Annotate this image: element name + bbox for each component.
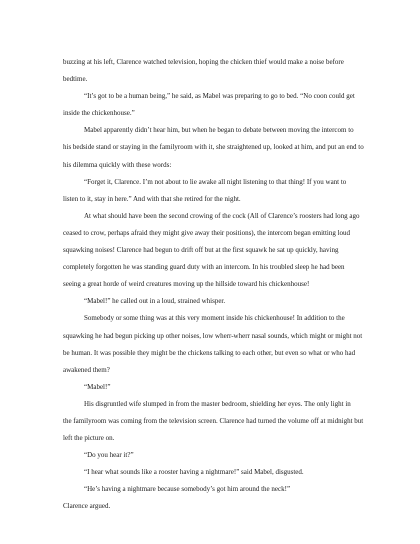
text-line: awakened them?	[63, 365, 110, 374]
text-line: “Forget it, Clarence. I’m not about to lie awake all night listening to that thing! If you want to	[84, 177, 347, 186]
text-line: Somebody or some thing was at this very moment inside his chickenhouse! In addition to the	[84, 314, 345, 323]
text-line: his bedside stand or staying in the familyroom with it, she straightened up, looked at him, and put an end to	[63, 143, 364, 152]
text-line: “He’s having a nightmare because somebody’s got him around the neck!”	[84, 485, 291, 494]
text-line: squawking he had begun picking up other noises, low wherr-wherr nasal sounds, which might or might not	[63, 331, 363, 340]
text-line: “I hear what sounds like a rooster having a nightmare!” said Mabel, disgusted.	[84, 468, 304, 477]
text-line: the familyroom was coming from the television screen. Clarence had turned the volume off at midnight but	[63, 416, 364, 425]
text-line: seeing a great horde of weird creatures moving up the hillside toward his chickenhouse!	[63, 280, 310, 289]
text-line: left the picture on.	[63, 434, 115, 443]
text-line: listen to it, stay in here.” And with that she retired for the night.	[63, 194, 241, 203]
text-line: buzzing at his left, Clarence watched television, hoping the chicken thief would make a noise before	[63, 58, 344, 66]
text-line: At what should have been the second crowing of the cock (All of Clarence’s roosters had long ago	[84, 211, 360, 220]
text-line: be human. It was possible they might be the chickens talking to each other, but even so what or who had	[63, 348, 356, 357]
text-line: His disgruntled wife slumped in from the master bedroom, shielding her eyes. The only light in	[84, 399, 351, 408]
text-line: ceased to crow, perhaps afraid they might give away their positions), the intercom began emitting loud	[63, 228, 351, 237]
text-line: “Mabel!”	[84, 382, 111, 391]
text-line: Clarence argued.	[63, 502, 111, 511]
text-line: “It’s got to be a human being,” he said, as Mabel was preparing to go to bed. “No coon could get	[84, 92, 355, 101]
text-line: squawking noises! Clarence had begun to drift off but at the first squawk he sat up quickly, having	[63, 246, 339, 255]
text-line: Mabel apparently didn’t hear him, but when he began to debate between moving the intercom to	[84, 126, 354, 135]
text-line: “Do you hear it?”	[84, 451, 134, 460]
text-line: inside the chickenhouse.”	[63, 109, 135, 118]
text-line: bedtime.	[63, 75, 88, 84]
body-text	[63, 54, 363, 516]
text-line: completely forgotten he was standing guard duty with an intercom. In his troubled sleep he had been	[63, 263, 345, 272]
text-line: his dilemma quickly with these words:	[63, 160, 172, 169]
text-line: “Mabel!” he called out in a loud, strained whisper.	[84, 297, 226, 306]
